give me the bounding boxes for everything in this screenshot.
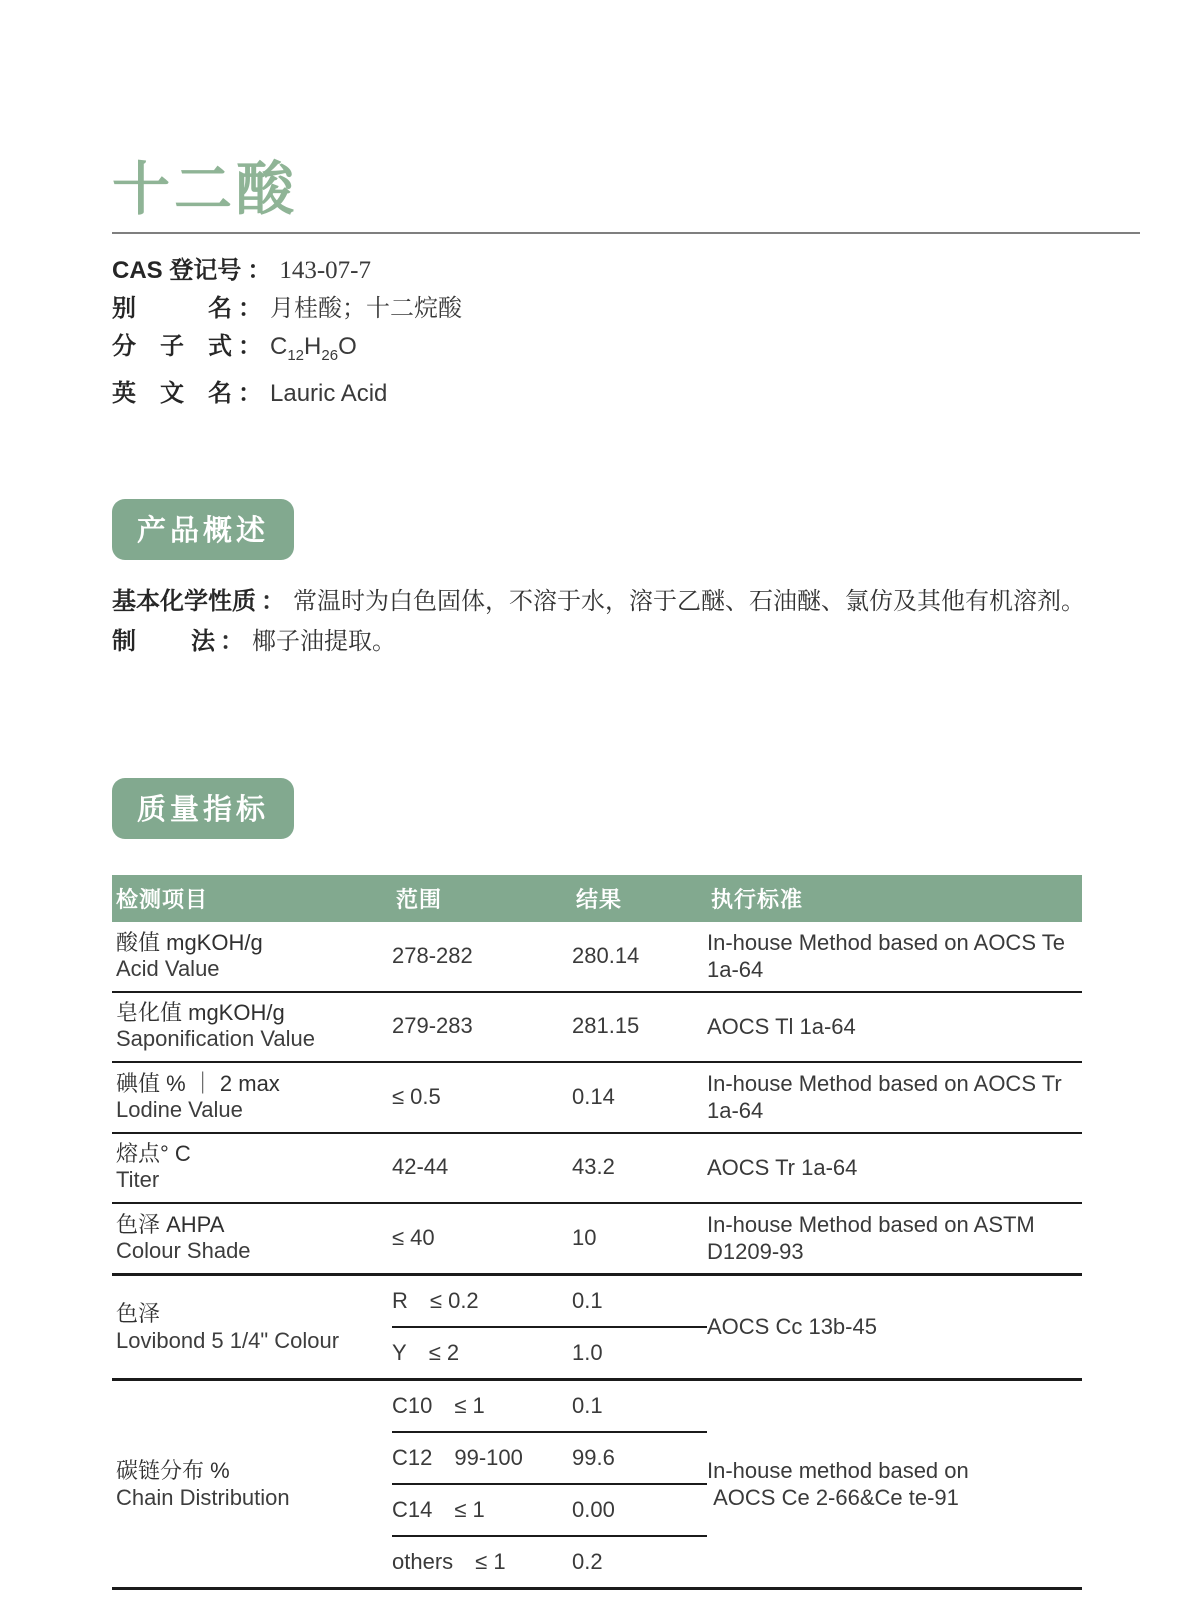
- cell-standard: In-house Method based on ASTM D1209-93: [707, 1211, 1035, 1264]
- colon: ：: [261, 587, 285, 615]
- subrow-range: ≤ 0.2: [429, 1287, 479, 1313]
- table-row-titer: [112, 1134, 1082, 1204]
- subrow-name: C10: [392, 1392, 433, 1418]
- english-name-label: 英文名: [112, 379, 232, 407]
- cell-test-item: 色泽 AHPA Colour Shade: [116, 1211, 251, 1263]
- colon: ：: [238, 379, 262, 407]
- cell-range: 278-282: [392, 942, 473, 968]
- subrow-c14: [392, 1485, 707, 1535]
- table-group-chain-distribution: [112, 1381, 1082, 1590]
- subrow-result: 1.0: [572, 1339, 603, 1365]
- subrow-name: C14: [392, 1496, 433, 1522]
- property-text: 常温时为白色固体，不溶于水，溶于乙醚、石油醚、氯仿及其他有机溶剂。: [293, 587, 1085, 615]
- cell-test-item: 酸值 mgKOH/g Acid Value: [116, 929, 263, 981]
- subrow-result: 0.00: [572, 1496, 615, 1522]
- cell-test-item: 碳链分布 % Chain Distribution: [116, 1457, 290, 1510]
- method-text: 椰子油提取。: [252, 627, 396, 655]
- table-row-iodine: [112, 1063, 1082, 1134]
- overview-text-block: [112, 582, 1140, 662]
- cell-range: 279-283: [392, 1013, 473, 1039]
- colon: ：: [247, 256, 272, 284]
- cell-standard: In-house Method based on AOCS Tr 1a-64: [707, 1070, 1062, 1123]
- chain-subrows: [392, 1381, 707, 1587]
- subrow-name: others: [392, 1548, 454, 1574]
- subrow-name: R: [392, 1287, 408, 1313]
- info-row-formula: [112, 328, 1140, 375]
- cell-result: 10: [572, 1224, 597, 1250]
- subrow-c12: [392, 1433, 707, 1483]
- subrow-y: [392, 1328, 707, 1378]
- overview-section-badge: 产品概述: [112, 499, 294, 560]
- cell-range: ≤ 0.5: [392, 1083, 441, 1109]
- subrow-name: Y: [392, 1339, 407, 1365]
- title-underline: [112, 232, 1140, 234]
- subrow-range: ≤ 1: [454, 1392, 485, 1418]
- cell-test-item: 色泽 Lovibond 5 1/4" Colour: [116, 1300, 340, 1353]
- subrow-c10: [392, 1381, 707, 1431]
- subrow-range: ≤ 1: [475, 1548, 506, 1574]
- cell-standard: AOCS Cc 13b-45: [707, 1314, 877, 1340]
- colon: ：: [220, 627, 244, 655]
- alias-label: 别名: [112, 294, 232, 322]
- cell-standard: AOCS Tl 1a-64: [707, 1013, 856, 1039]
- info-row-alias: [112, 290, 1140, 328]
- cas-value: 143-07-7: [279, 256, 371, 284]
- page-title: 十二酸: [112, 157, 299, 222]
- subrow-range: ≤ 2: [428, 1339, 460, 1365]
- subrow-result: 0.1: [572, 1392, 603, 1418]
- overview-method-row: [112, 622, 1140, 662]
- cell-range: ≤ 40: [392, 1224, 435, 1250]
- table-row-saponification: [112, 993, 1082, 1063]
- cell-standard: In-house Method based on AOCS Te 1a-64: [707, 929, 1065, 982]
- formula-label: 分子式: [112, 332, 232, 360]
- colon: ：: [238, 294, 262, 322]
- info-row-english: [112, 375, 1140, 413]
- cell-test-item: 皂化值 mgKOH/g Saponification Value: [116, 1000, 315, 1052]
- alias-value: 月桂酸；十二烷酸: [270, 294, 462, 322]
- quality-table: [112, 875, 1082, 1590]
- header-test-item: 检测项目: [116, 886, 209, 912]
- cell-result: 280.14: [572, 942, 640, 968]
- cell-standard: AOCS Tr 1a-64: [707, 1154, 858, 1180]
- subrow-range: 99-100: [454, 1444, 523, 1470]
- table-header-row: [112, 875, 1082, 922]
- overview-property-row: [112, 582, 1140, 622]
- lovibond-subrows: [392, 1276, 707, 1378]
- cell-result: 281.15: [572, 1013, 640, 1039]
- table-row-colour-shade: [112, 1204, 1082, 1276]
- cell-result: 0.14: [572, 1083, 615, 1109]
- cas-label: CAS 登记号: [112, 256, 242, 284]
- table-row-acid-value: [112, 922, 1082, 993]
- header-standard: 执行标准: [711, 886, 804, 912]
- subrow-result: 0.1: [572, 1287, 603, 1313]
- formula-value: $C_{12}H_{26}O$: [270, 332, 357, 364]
- property-label: 基本化学性质: [112, 587, 256, 615]
- subrow-others: [392, 1537, 707, 1587]
- cell-test-item: 熔点° C Titer: [116, 1141, 191, 1193]
- info-row-cas: [112, 252, 1140, 290]
- subrow-result: 99.6: [572, 1444, 615, 1470]
- subrow-name: C12: [392, 1444, 433, 1470]
- cell-range: 42-44: [392, 1154, 449, 1180]
- method-label: 制法: [112, 627, 215, 655]
- header-range: 范围: [396, 886, 443, 912]
- quality-section-badge: 质量指标: [112, 778, 294, 839]
- english-name-value: Lauric Acid: [270, 379, 388, 407]
- product-info-block: [112, 252, 1140, 413]
- subrow-result: 0.2: [572, 1548, 603, 1574]
- cell-test-item: 碘值 % ｜ 2 max Lodine Value: [116, 1070, 280, 1122]
- cell-standard: In-house method based on AOCS Ce 2-66&Ce te-91: [707, 1457, 969, 1510]
- header-result: 结果: [576, 886, 623, 912]
- subrow-r: [392, 1276, 707, 1326]
- subrow-range: ≤ 1: [454, 1496, 485, 1522]
- colon: ：: [238, 332, 262, 360]
- cell-result: 43.2: [572, 1154, 615, 1180]
- table-group-lovibond: [112, 1276, 1082, 1381]
